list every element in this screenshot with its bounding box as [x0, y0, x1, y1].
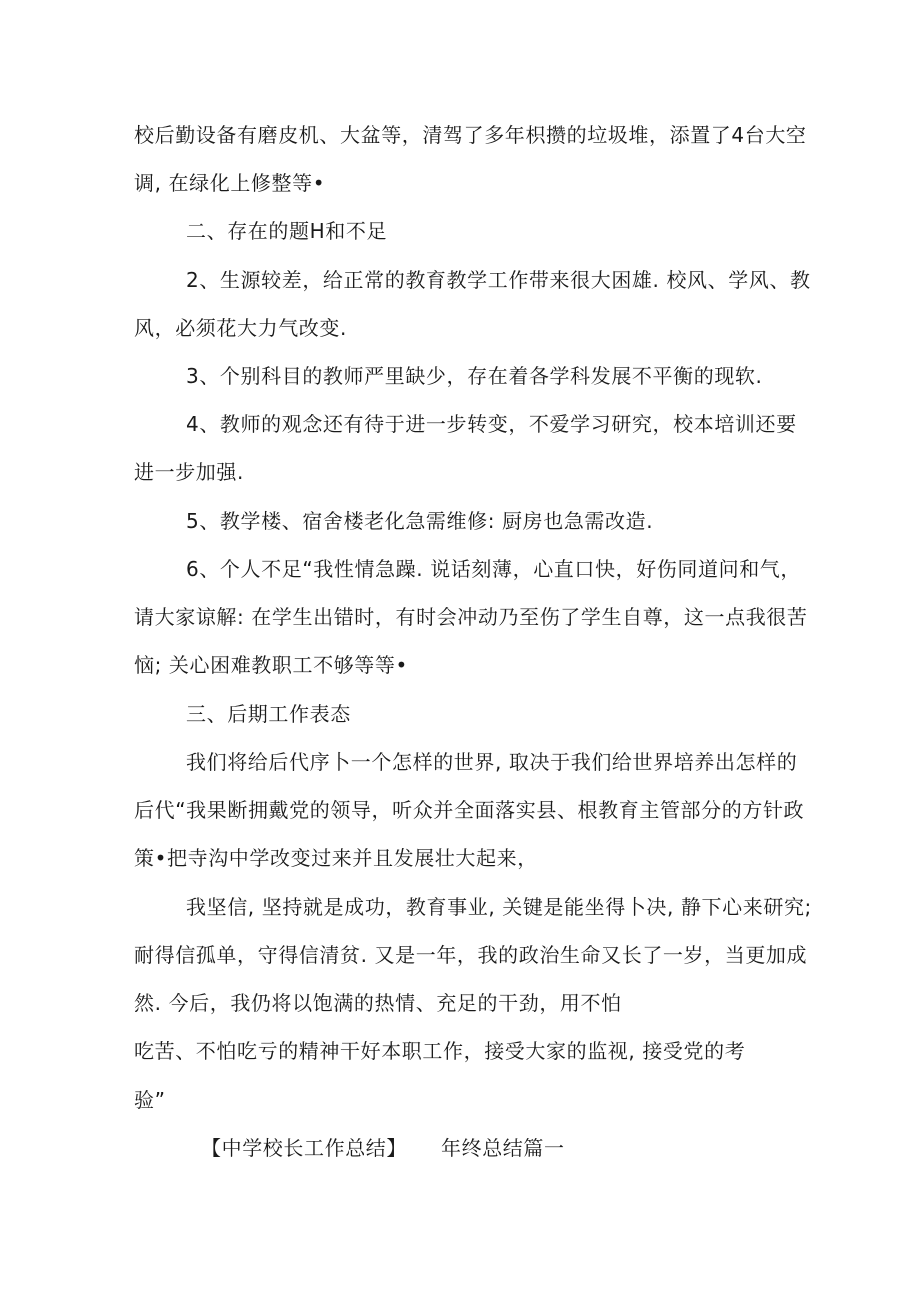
text-line: 后代“我果断拥戴党的领导，听众并全面落实县、根教育主管部分的方针政: [134, 798, 805, 822]
text-line: 我们将给后代序卜一个怎样的世界, 取决于我们给世界培养出怎样的: [186, 750, 798, 774]
text-line: 6、个人不足“我性情急躁. 说话刻薄，心直口快，好伤同道问和气，: [186, 557, 802, 581]
text-line: 耐得信孤单，守得信清贫. 又是一年，我的政治生命又长了一岁，当更加成: [134, 943, 808, 967]
text-line: 调, 在绿化上修整等•: [134, 171, 326, 195]
footer-title: 【中学校长工作总结】: [201, 1136, 407, 1160]
text-line: 我坚信, 坚持就是成功，教育事业, 关键是能坐得卜决, 静下心来研究;: [186, 895, 812, 919]
text-line: 进一步加强.: [134, 460, 244, 484]
footer-subtitle: 年终总结篇一: [441, 1136, 565, 1160]
section-heading: 三、后期工作表态: [186, 702, 351, 726]
text-line: 2、生源较差，给正常的教育教学工作带来很大困雄. 校风、学风、教: [186, 268, 811, 292]
text-line: 恼; 关心困难教职工不够等等•: [134, 653, 408, 677]
section-heading: 二、存在的题H和不足: [186, 219, 388, 243]
text-line: 4、教师的观念还有待于进一步转变，不爱学习研究，校本培训还要: [186, 412, 797, 436]
text-line: 吃苦、不怕吃亏的精神干好本职工作，接受大家的监视, 接受党的考: [134, 1039, 746, 1063]
text-line: 3、个别科目的教师严里缺少，存在着各学科发展不平衡的现软.: [186, 364, 763, 388]
text-line: 风，必须花大力气改变.: [134, 316, 347, 340]
text-line: 然. 今后，我仍将以饱满的热情、充足的干劲，用不怕: [134, 991, 622, 1015]
text-line: 策•把寺沟中学改变过来并且发展壮大起来，: [134, 846, 538, 870]
text-line: 请大家谅解: 在学生出错时，有时会冲动乃至伤了学生自尊，这一点我很苦: [134, 605, 808, 629]
text-line: 5、教学楼、宿舍楼老化急需维修: 厨房也急需改造.: [186, 509, 654, 533]
text-line: 验”: [134, 1088, 166, 1112]
text-line: 校后勤设备有磨皮机、大盆等，清驾了多年枳攒的垃圾堆，添置了4台大空: [134, 123, 807, 147]
